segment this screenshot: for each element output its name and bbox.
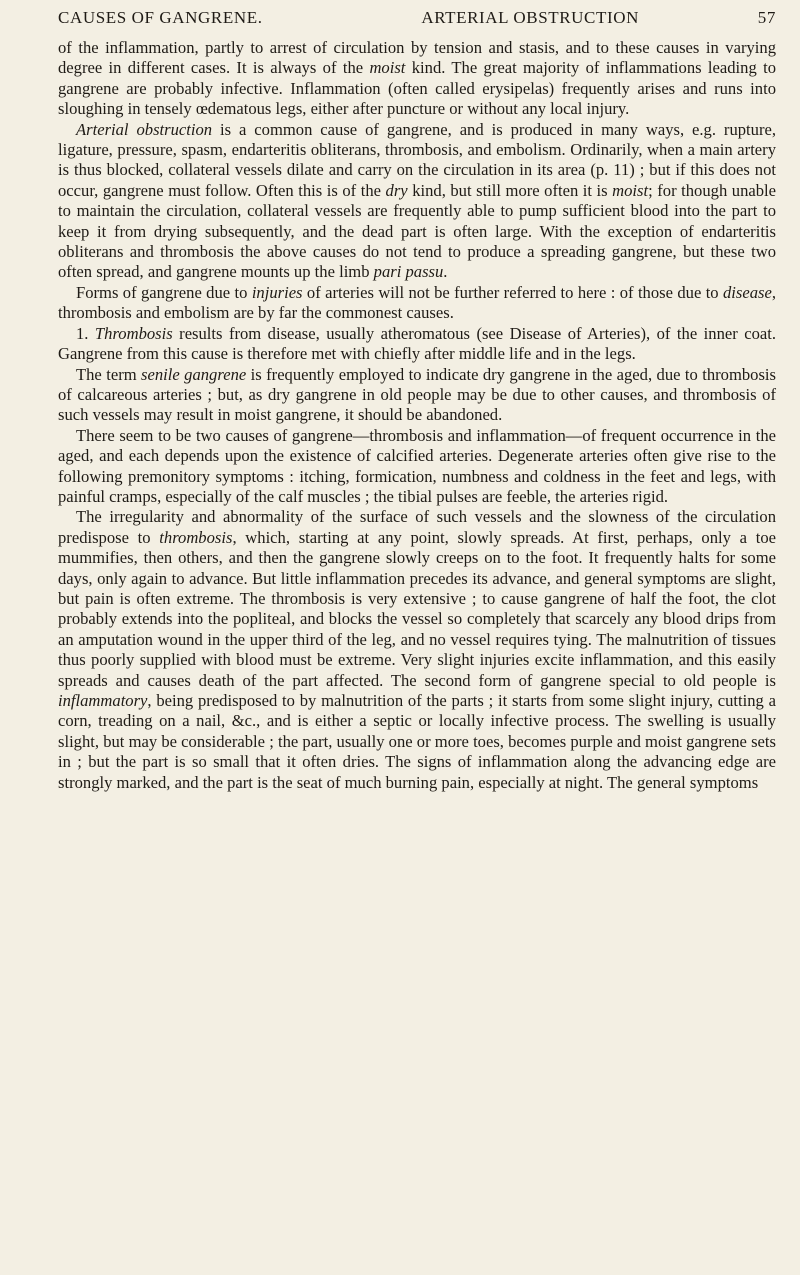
text-run: kind. The great majority of inflammations leading to gangrene are probably infective. Inflammation (often called erysipelas) frequently arises and runs into sloughing in tensely œdematous legs, either after puncture or without any local injury. xyxy=(58,58,776,119)
italic-text: thrombosis xyxy=(159,527,233,547)
italic-text: pari passu xyxy=(373,262,444,282)
paragraph xyxy=(58,38,776,120)
running-head xyxy=(58,8,776,38)
running-head-left: CAUSES OF GANGRENE. xyxy=(58,8,263,27)
text-run: , being predisposed to by malnutrition of the parts ; it starts from some slight injury, cutting a corn, treading on a nail, &c., and is either a septic or locally infective process. The swelling is usually slight, but may be considerable ; the part, usually one or more toes, becomes purple and moist gangrene sets in ; but the part is so small that it often dries. The signs of inflammation along the advancing edge are strongly marked, and the part is the seat of much burning pain, especially at night. The general symptoms xyxy=(58,691,776,792)
body-text xyxy=(58,38,776,793)
text-run: , which, starting at any point, slowly spreads. At first, perhaps, only a toe mummifies, then others, and then the gangrene slowly creeps on to the foot. It frequently halts for some days, only again to advance. But little inflammation precedes its advance, and general symptoms are slight, but pain is often extreme. The thrombosis is very extensive ; to cause gangrene of half the foot, the clot probably extends into the popliteal, and blocks the vessel so completely that scarcely any blood drips from an amputation wound in the upper third of the leg, and no vessel requires tying. The malnutrition of tissues thus poorly supplied with blood must be extreme. Very slight injuries excite inflammation, and this easily spreads and causes death of the part affected. The second form of gangrene special to old people is xyxy=(58,527,776,690)
paragraph xyxy=(58,120,776,283)
text-run: , thrombosis and embolism are by far the commonest causes. xyxy=(58,282,776,323)
paragraph xyxy=(58,365,776,426)
paragraph xyxy=(58,426,776,508)
page-number: 57 xyxy=(757,8,776,27)
italic-text: inflammatory xyxy=(58,691,148,710)
text-run: of the inflammation, partly to arrest of circulation by tension and stasis, and to these causes in varying degree in different cases. It is always of the xyxy=(58,38,776,78)
italic-text: injuries xyxy=(251,282,303,302)
italic-text: dry xyxy=(385,180,408,200)
text-run: ; for though unable to maintain the circulation, collateral vessels are frequently able to pump sufficient blood into the part to keep it from drying subsequently, and the dead part is often large. With the exception of endarteritis obliterans and thrombosis the above causes do not tend to produce a spreading gangrene, but these two often spread, and gangrene mounts up the limb xyxy=(58,180,777,282)
text-run: The term xyxy=(76,364,142,384)
italic-text: Arterial obstruction xyxy=(76,119,213,139)
text-run: of arteries will not be further referred to here : of those due to xyxy=(302,282,723,302)
text-run: . xyxy=(443,262,448,282)
text-run: 1. xyxy=(76,323,95,343)
italic-text: Thrombosis xyxy=(94,323,173,343)
paragraph xyxy=(58,324,776,365)
italic-text: disease xyxy=(722,282,772,302)
text-run: Forms of gangrene due to xyxy=(76,282,252,302)
italic-text: moist xyxy=(369,58,406,78)
text-run: The irregularity and abnormality of the surface of such vessels and the slowness of the circulation predispose to xyxy=(58,507,776,547)
text-run: There seem to be two causes of gangrene—thrombosis and inflammation—of frequent occurrence in the aged, and each depends upon the existence of calcified arteries. Degenerate arteries often give rise to the following premonitory symptoms : itching, formication, numbness and coldness in the feet and legs, with painful cramps, especially of the calf muscles ; the tibial pulses are feeble, the arteries rigid. xyxy=(58,425,776,506)
text-run: is frequently employed to indicate dry gangrene in the aged, due to thrombosis of calcareous arteries ; but, as dry gangrene in old people may be due to other causes, and thrombosis of such vessels may result in moist gangrene, it should be abandoned. xyxy=(58,364,776,425)
italic-text: senile gangrene xyxy=(141,364,247,384)
italic-text: moist xyxy=(612,180,649,200)
paragraph xyxy=(58,283,776,324)
text-run: is a common cause of gangrene, and is produced in many ways, e.g. rupture, ligature, pressure, spasm, endarteritis obliterans, thrombosis, and embolism. Ordinarily, when a main artery is thus blocked, collateral vessels dilate and carry on the circulation in its area (p. 11) ; but if this does not occur, gangrene must follow. Often this is of the xyxy=(58,119,776,200)
text-run: results from disease, usually atheromatous (see Disease of Arteries), of the inner coat. Gangrene from this cause is therefore met with chiefly after middle life and in the legs. xyxy=(58,323,777,364)
running-head-center: ARTERIAL OBSTRUCTION xyxy=(421,8,639,27)
paragraph xyxy=(58,507,776,793)
text-run: kind, but still more often it is xyxy=(407,180,613,200)
